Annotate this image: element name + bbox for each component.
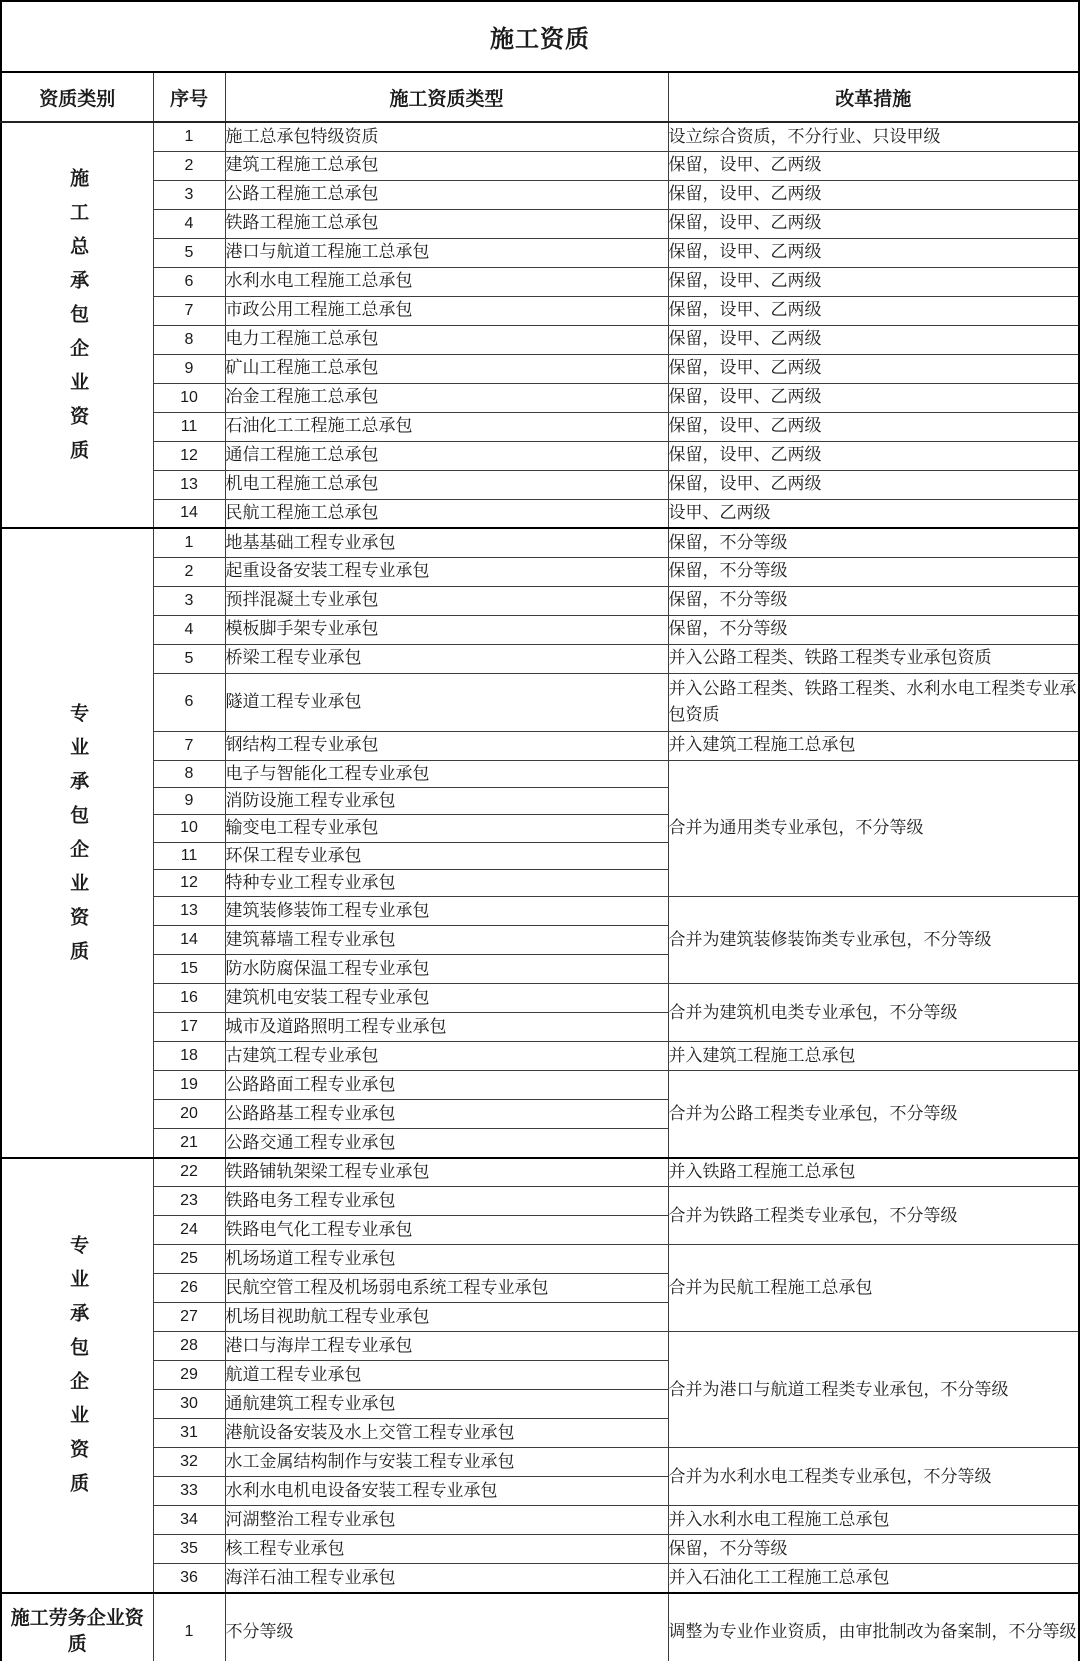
seq-cell: 23 bbox=[153, 1187, 225, 1216]
measure-cell: 调整为专业作业资质，由审批制改为备案制，不分等级 bbox=[668, 1593, 1079, 1661]
type-cell: 民航工程施工总承包 bbox=[225, 499, 668, 528]
measure-cell: 保留，设甲、乙两级 bbox=[668, 209, 1079, 238]
category-cell: 施工劳务企业资质 bbox=[1, 1593, 153, 1661]
measure-cell: 保留，不分等级 bbox=[668, 586, 1079, 615]
type-cell: 冶金工程施工总承包 bbox=[225, 383, 668, 412]
measure-cell: 合并为港口与航道工程类专业承包，不分等级 bbox=[668, 1332, 1079, 1448]
measure-cell: 保留，设甲、乙两级 bbox=[668, 296, 1079, 325]
type-cell: 水利水电机电设备安装工程专业承包 bbox=[225, 1477, 668, 1506]
type-cell: 海洋石油工程专业承包 bbox=[225, 1564, 668, 1593]
table-row bbox=[1, 731, 1079, 760]
table-row bbox=[1, 1535, 1079, 1564]
table-row bbox=[1, 644, 1079, 673]
seq-cell: 8 bbox=[153, 325, 225, 354]
seq-cell: 14 bbox=[153, 926, 225, 955]
seq-cell: 36 bbox=[153, 1564, 225, 1593]
type-cell: 隧道工程专业承包 bbox=[225, 673, 668, 731]
table-row bbox=[1, 470, 1079, 499]
table-row bbox=[1, 1187, 1079, 1216]
seq-cell: 17 bbox=[153, 1013, 225, 1042]
seq-cell: 34 bbox=[153, 1506, 225, 1535]
type-cell: 石油化工工程施工总承包 bbox=[225, 412, 668, 441]
table-row bbox=[1, 897, 1079, 926]
seq-cell: 21 bbox=[153, 1129, 225, 1158]
seq-cell: 3 bbox=[153, 180, 225, 209]
seq-cell: 20 bbox=[153, 1100, 225, 1129]
seq-cell: 29 bbox=[153, 1361, 225, 1390]
table-row bbox=[1, 1071, 1079, 1100]
type-cell: 古建筑工程专业承包 bbox=[225, 1042, 668, 1071]
table-row bbox=[1, 1593, 1079, 1661]
table-row bbox=[1, 267, 1079, 296]
type-cell: 建筑机电安装工程专业承包 bbox=[225, 984, 668, 1013]
type-cell: 公路路基工程专业承包 bbox=[225, 1100, 668, 1129]
seq-cell: 14 bbox=[153, 499, 225, 528]
type-cell: 防水防腐保温工程专业承包 bbox=[225, 955, 668, 984]
measure-cell: 保留，不分等级 bbox=[668, 528, 1079, 557]
table-row bbox=[1, 1042, 1079, 1071]
measure-cell: 保留，设甲、乙两级 bbox=[668, 412, 1079, 441]
table-row bbox=[1, 1448, 1079, 1477]
type-cell: 地基基础工程专业承包 bbox=[225, 528, 668, 557]
seq-cell: 6 bbox=[153, 673, 225, 731]
type-cell: 河湖整治工程专业承包 bbox=[225, 1506, 668, 1535]
measure-cell: 设甲、乙两级 bbox=[668, 499, 1079, 528]
measure-cell: 合并为水利水电工程类专业承包，不分等级 bbox=[668, 1448, 1079, 1506]
type-cell: 输变电工程专业承包 bbox=[225, 815, 668, 842]
type-cell: 港口与海岸工程专业承包 bbox=[225, 1332, 668, 1361]
seq-cell: 2 bbox=[153, 557, 225, 586]
table-row bbox=[1, 1564, 1079, 1593]
table-row bbox=[1, 586, 1079, 615]
measure-cell: 设立综合资质，不分行业、只设甲级 bbox=[668, 122, 1079, 151]
seq-cell: 15 bbox=[153, 955, 225, 984]
type-cell: 矿山工程施工总承包 bbox=[225, 354, 668, 383]
measure-cell: 合并为铁路工程类专业承包，不分等级 bbox=[668, 1187, 1079, 1245]
col-header-type: 施工资质类型 bbox=[225, 72, 668, 122]
seq-cell: 9 bbox=[153, 787, 225, 814]
type-cell: 港航设备安装及水上交管工程专业承包 bbox=[225, 1419, 668, 1448]
measure-cell: 保留，设甲、乙两级 bbox=[668, 470, 1079, 499]
type-cell: 建筑装修装饰工程专业承包 bbox=[225, 897, 668, 926]
table-row bbox=[1, 1158, 1079, 1187]
type-cell: 铁路铺轨架梁工程专业承包 bbox=[225, 1158, 668, 1187]
col-header-measure: 改革措施 bbox=[668, 72, 1079, 122]
seq-cell: 33 bbox=[153, 1477, 225, 1506]
type-cell: 公路交通工程专业承包 bbox=[225, 1129, 668, 1158]
measure-cell: 并入铁路工程施工总承包 bbox=[668, 1158, 1079, 1187]
table-row bbox=[1, 557, 1079, 586]
type-cell: 消防设施工程专业承包 bbox=[225, 787, 668, 814]
table-row bbox=[1, 441, 1079, 470]
type-cell: 水工金属结构制作与安装工程专业承包 bbox=[225, 1448, 668, 1477]
measure-cell: 保留，设甲、乙两级 bbox=[668, 238, 1079, 267]
type-cell: 通信工程施工总承包 bbox=[225, 441, 668, 470]
table-row bbox=[1, 412, 1079, 441]
measure-cell: 并入公路工程类、铁路工程类专业承包资质 bbox=[668, 644, 1079, 673]
table-body bbox=[1, 122, 1079, 1661]
type-cell: 不分等级 bbox=[225, 1593, 668, 1661]
seq-cell: 8 bbox=[153, 760, 225, 787]
type-cell: 核工程专业承包 bbox=[225, 1535, 668, 1564]
type-cell: 起重设备安装工程专业承包 bbox=[225, 557, 668, 586]
measure-cell: 保留，不分等级 bbox=[668, 557, 1079, 586]
type-cell: 铁路电务工程专业承包 bbox=[225, 1187, 668, 1216]
seq-cell: 11 bbox=[153, 412, 225, 441]
measure-cell: 合并为通用类专业承包，不分等级 bbox=[668, 760, 1079, 897]
table-row bbox=[1, 1245, 1079, 1274]
seq-cell: 19 bbox=[153, 1071, 225, 1100]
seq-cell: 10 bbox=[153, 815, 225, 842]
table-row bbox=[1, 354, 1079, 383]
measure-cell: 保留，不分等级 bbox=[668, 615, 1079, 644]
seq-cell: 5 bbox=[153, 644, 225, 673]
measure-cell: 保留，设甲、乙两级 bbox=[668, 267, 1079, 296]
seq-cell: 32 bbox=[153, 1448, 225, 1477]
seq-cell: 30 bbox=[153, 1390, 225, 1419]
seq-cell: 2 bbox=[153, 151, 225, 180]
measure-cell: 合并为建筑机电类专业承包，不分等级 bbox=[668, 984, 1079, 1042]
type-cell: 建筑幕墙工程专业承包 bbox=[225, 926, 668, 955]
table-row bbox=[1, 615, 1079, 644]
seq-cell: 11 bbox=[153, 842, 225, 869]
seq-cell: 3 bbox=[153, 586, 225, 615]
measure-cell: 保留，设甲、乙两级 bbox=[668, 441, 1079, 470]
type-cell: 港口与航道工程施工总承包 bbox=[225, 238, 668, 267]
seq-cell: 22 bbox=[153, 1158, 225, 1187]
seq-cell: 1 bbox=[153, 528, 225, 557]
table-row bbox=[1, 238, 1079, 267]
seq-cell: 26 bbox=[153, 1274, 225, 1303]
seq-cell: 1 bbox=[153, 1593, 225, 1661]
type-cell: 建筑工程施工总承包 bbox=[225, 151, 668, 180]
table-row bbox=[1, 209, 1079, 238]
seq-cell: 27 bbox=[153, 1303, 225, 1332]
measure-cell: 并入建筑工程施工总承包 bbox=[668, 731, 1079, 760]
table-row bbox=[1, 499, 1079, 528]
seq-cell: 10 bbox=[153, 383, 225, 412]
type-cell: 机场场道工程专业承包 bbox=[225, 1245, 668, 1274]
seq-cell: 12 bbox=[153, 441, 225, 470]
type-cell: 民航空管工程及机场弱电系统工程专业承包 bbox=[225, 1274, 668, 1303]
type-cell: 铁路工程施工总承包 bbox=[225, 209, 668, 238]
table-row bbox=[1, 180, 1079, 209]
seq-cell: 12 bbox=[153, 869, 225, 896]
table-row bbox=[1, 1506, 1079, 1535]
type-cell: 环保工程专业承包 bbox=[225, 842, 668, 869]
type-cell: 机场目视助航工程专业承包 bbox=[225, 1303, 668, 1332]
category-cell bbox=[1, 528, 153, 1158]
seq-cell: 16 bbox=[153, 984, 225, 1013]
seq-cell: 6 bbox=[153, 267, 225, 296]
seq-cell: 35 bbox=[153, 1535, 225, 1564]
seq-cell: 5 bbox=[153, 238, 225, 267]
table-row bbox=[1, 673, 1079, 731]
table-row bbox=[1, 296, 1079, 325]
type-cell: 钢结构工程专业承包 bbox=[225, 731, 668, 760]
seq-cell: 7 bbox=[153, 296, 225, 325]
measure-cell: 保留，设甲、乙两级 bbox=[668, 383, 1079, 412]
type-cell: 模板脚手架专业承包 bbox=[225, 615, 668, 644]
type-cell: 电子与智能化工程专业承包 bbox=[225, 760, 668, 787]
measure-cell: 保留，不分等级 bbox=[668, 1535, 1079, 1564]
table-row bbox=[1, 151, 1079, 180]
category-label: 专业承包企业资质 bbox=[67, 1235, 89, 1508]
type-cell: 桥梁工程专业承包 bbox=[225, 644, 668, 673]
seq-cell: 28 bbox=[153, 1332, 225, 1361]
seq-cell: 13 bbox=[153, 897, 225, 926]
seq-cell: 24 bbox=[153, 1216, 225, 1245]
table-row bbox=[1, 760, 1079, 787]
table-row bbox=[1, 984, 1079, 1013]
seq-cell: 4 bbox=[153, 615, 225, 644]
col-header-category: 资质类别 bbox=[1, 72, 153, 122]
type-cell: 特种专业工程专业承包 bbox=[225, 869, 668, 896]
measure-cell: 保留，设甲、乙两级 bbox=[668, 180, 1079, 209]
seq-cell: 7 bbox=[153, 731, 225, 760]
category-label: 专业承包企业资质 bbox=[67, 703, 89, 976]
type-cell: 公路路面工程专业承包 bbox=[225, 1071, 668, 1100]
type-cell: 航道工程专业承包 bbox=[225, 1361, 668, 1390]
table-row bbox=[1, 1332, 1079, 1361]
type-cell: 预拌混凝土专业承包 bbox=[225, 586, 668, 615]
measure-cell: 合并为建筑装修装饰类专业承包，不分等级 bbox=[668, 897, 1079, 984]
measure-cell: 合并为公路工程类专业承包，不分等级 bbox=[668, 1071, 1079, 1158]
type-cell: 水利水电工程施工总承包 bbox=[225, 267, 668, 296]
category-cell bbox=[1, 1158, 153, 1593]
seq-cell: 4 bbox=[153, 209, 225, 238]
seq-cell: 13 bbox=[153, 470, 225, 499]
category-label: 施工总承包企业资质 bbox=[67, 168, 89, 475]
type-cell: 城市及道路照明工程专业承包 bbox=[225, 1013, 668, 1042]
table-row bbox=[1, 325, 1079, 354]
category-cell bbox=[1, 122, 153, 528]
table-row bbox=[1, 122, 1079, 151]
measure-cell: 合并为民航工程施工总承包 bbox=[668, 1245, 1079, 1332]
measure-cell: 并入建筑工程施工总承包 bbox=[668, 1042, 1079, 1071]
measure-cell: 保留，设甲、乙两级 bbox=[668, 151, 1079, 180]
type-cell: 施工总承包特级资质 bbox=[225, 122, 668, 151]
type-cell: 市政公用工程施工总承包 bbox=[225, 296, 668, 325]
type-cell: 铁路电气化工程专业承包 bbox=[225, 1216, 668, 1245]
seq-cell: 18 bbox=[153, 1042, 225, 1071]
col-header-seq: 序号 bbox=[153, 72, 225, 122]
measure-cell: 保留，设甲、乙两级 bbox=[668, 354, 1079, 383]
title-row bbox=[1, 1, 1079, 72]
measure-cell: 并入公路工程类、铁路工程类、水利水电工程类专业承包资质 bbox=[668, 673, 1079, 731]
table-row bbox=[1, 383, 1079, 412]
page-title: 施工资质 bbox=[1, 1, 1079, 72]
column-header-row bbox=[1, 72, 1079, 122]
table-row bbox=[1, 528, 1079, 557]
seq-cell: 25 bbox=[153, 1245, 225, 1274]
seq-cell: 1 bbox=[153, 122, 225, 151]
seq-cell: 31 bbox=[153, 1419, 225, 1448]
type-cell: 电力工程施工总承包 bbox=[225, 325, 668, 354]
type-cell: 通航建筑工程专业承包 bbox=[225, 1390, 668, 1419]
measure-cell: 保留，设甲、乙两级 bbox=[668, 325, 1079, 354]
type-cell: 机电工程施工总承包 bbox=[225, 470, 668, 499]
seq-cell: 9 bbox=[153, 354, 225, 383]
measure-cell: 并入水利水电工程施工总承包 bbox=[668, 1506, 1079, 1535]
type-cell: 公路工程施工总承包 bbox=[225, 180, 668, 209]
measure-cell: 并入石油化工工程施工总承包 bbox=[668, 1564, 1079, 1593]
